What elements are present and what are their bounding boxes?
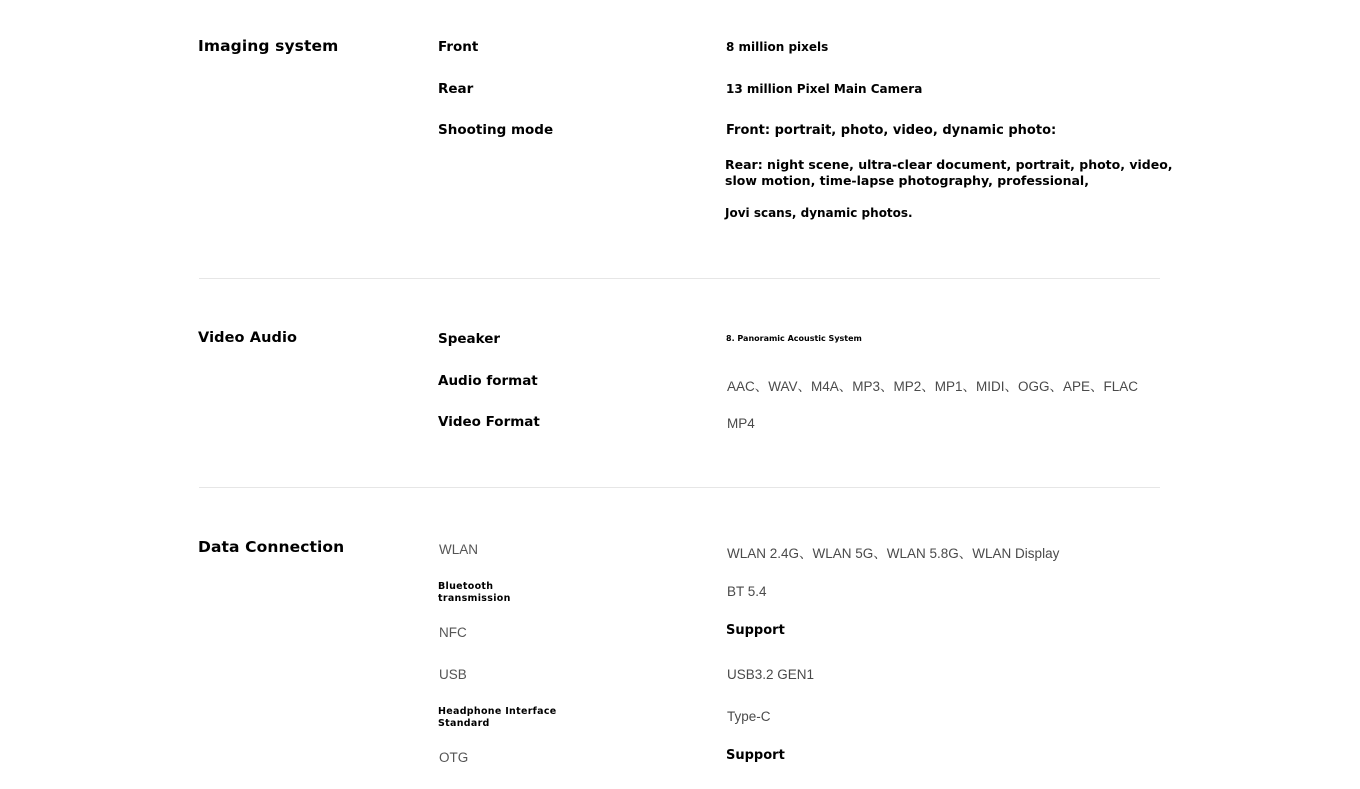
spec-label-nfc: NFC	[439, 625, 467, 640]
section-title-data-connection: Data Connection	[198, 538, 345, 556]
spec-value-video-format: MP4	[727, 416, 755, 431]
spec-label-shooting-mode: Shooting mode	[438, 122, 554, 138]
spec-label-otg: OTG	[439, 750, 469, 765]
spec-value-shooting-rear: Rear: night scene, ultra-clear document, portrait, photo, video, slow motion, time-lapse photography, professional,	[725, 157, 1173, 188]
spec-value-nfc: Support	[726, 623, 785, 638]
spec-label-video-format: Video Format	[438, 414, 540, 430]
spec-label-rear: Rear	[438, 81, 474, 97]
spec-value-rear: 13 million Pixel Main Camera	[726, 82, 923, 96]
spec-label-front: Front	[438, 39, 479, 55]
spec-value-otg: Support	[726, 748, 785, 763]
spec-value-wlan: WLAN 2.4G、WLAN 5G、WLAN 5.8G、WLAN Display	[727, 546, 1060, 561]
spec-value-headphone-interface: Type-C	[727, 709, 771, 724]
section-divider	[199, 487, 1160, 488]
spec-label-audio-format: Audio format	[438, 373, 538, 389]
spec-value-usb: USB3.2 GEN1	[727, 667, 815, 682]
section-divider	[199, 278, 1160, 279]
spec-label-speaker: Speaker	[438, 331, 501, 347]
spec-value-speaker: 8. Panoramic Acoustic System	[726, 334, 862, 343]
spec-value-audio-format: AAC、WAV、M4A、MP3、MP2、MP1、MIDI、OGG、APE、FLAC	[727, 379, 1139, 394]
spec-label-wlan: WLAN	[439, 542, 479, 557]
spec-label-usb: USB	[439, 667, 467, 682]
spec-value-front: 8 million pixels	[726, 40, 829, 54]
spec-label-headphone-interface: Headphone Interface Standard	[438, 706, 557, 729]
spec-value-shooting-front: Front: portrait, photo, video, dynamic photo:	[726, 123, 1057, 138]
spec-label-bluetooth: Bluetooth transmission	[438, 581, 511, 604]
section-title-imaging-system: Imaging system	[198, 37, 339, 55]
spec-value-shooting-extra: Jovi scans, dynamic photos.	[725, 206, 913, 220]
section-title-video-audio: Video Audio	[198, 330, 298, 346]
spec-value-bluetooth: BT 5.4	[727, 584, 767, 599]
